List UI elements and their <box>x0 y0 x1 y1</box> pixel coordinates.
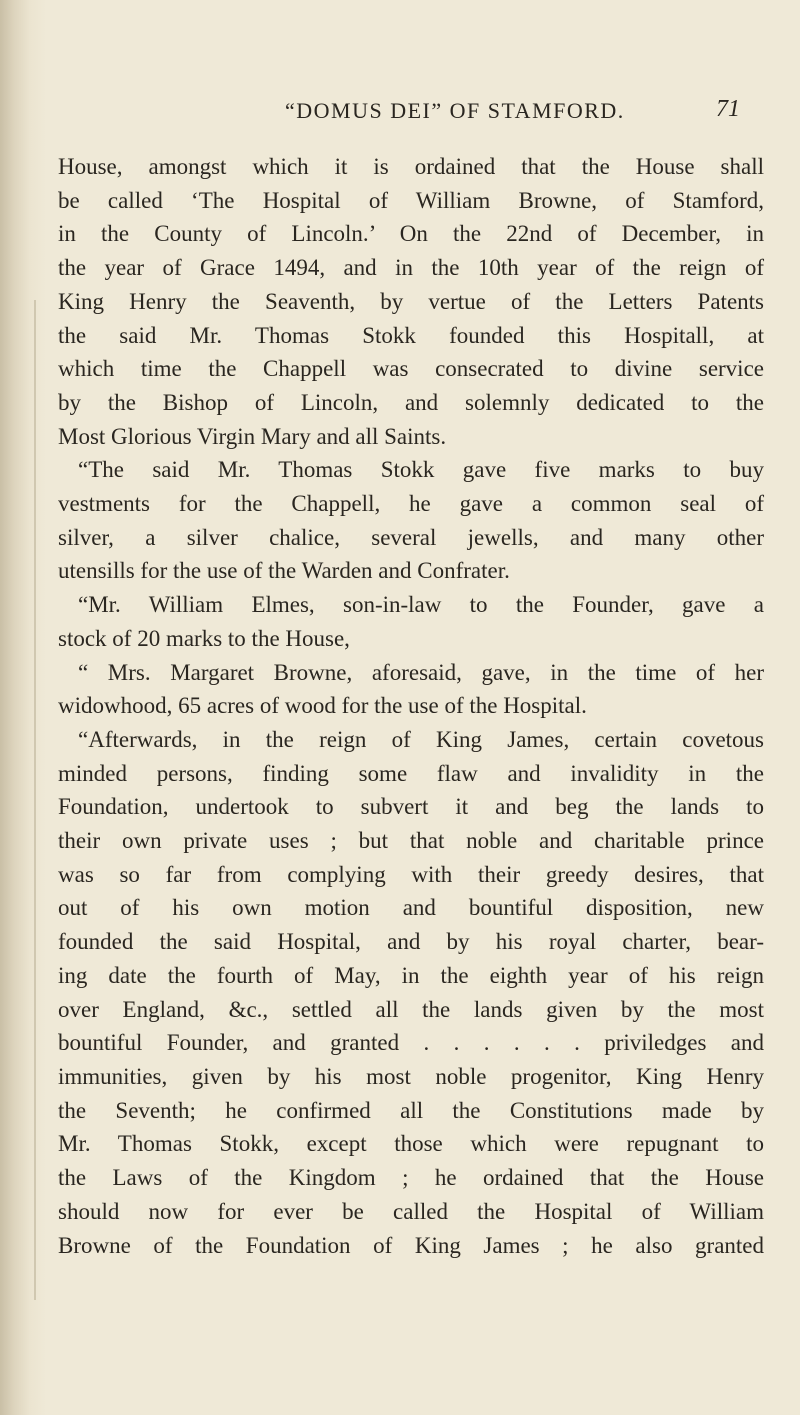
text-line: be called ‘The Hospital of William Browne, of Stamford, <box>58 187 764 213</box>
text-line: House, amongst which it is ordained that the House shall <box>58 154 764 179</box>
page-binding-shadow <box>0 0 46 1415</box>
text-line: minded persons, finding some flaw and invalidity in the <box>58 760 764 786</box>
text-line: founded the said Hospital, and by his royal charter, bear- <box>58 929 764 955</box>
text-line: should now for ever be called the Hospital of William <box>58 1198 764 1224</box>
text-line: out of his own motion and bountiful disposition, new <box>58 895 764 921</box>
binding-edge <box>34 300 36 1300</box>
text-line: King Henry the Seaventh, by vertue of the Letters Patents <box>58 288 764 314</box>
running-title: “DOMUS DEI” OF STAMFORD. <box>285 98 625 123</box>
text-line: over England, &c., settled all the lands given by the most <box>58 996 764 1022</box>
text-line: Mr. Thomas Stokk, except those which were repugnant to <box>58 1131 764 1157</box>
text-line: widowhood, 65 acres of wood for the use of the Hospital. <box>58 693 587 719</box>
text-line: utensills for the use of the Warden and Confrater. <box>58 558 510 584</box>
text-line: the said Mr. Thomas Stokk founded this Hospitall, at <box>58 322 764 348</box>
text-line: “The said Mr. Thomas Stokk gave five marks to buy <box>78 457 764 483</box>
text-line: the Seventh; he confirmed all the Constitutions made by <box>58 1097 764 1123</box>
text-line: bountiful Founder, and granted . . . . . . priviledges and <box>58 1030 764 1056</box>
text-line: the Laws of the Kingdom ; he ordained that the House <box>58 1165 764 1191</box>
text-line: stock of 20 marks to the House, <box>58 625 350 651</box>
text-line: Browne of the Foundation of King James ; he also granted <box>58 1232 764 1258</box>
running-header <box>285 98 740 134</box>
body-text <box>58 150 764 1262</box>
text-line: “Mr. William Elmes, son-in-law to the Founder, gave a <box>78 592 764 618</box>
text-line: which time the Chappell was consecrated to divine service <box>58 356 764 382</box>
text-line: Most Glorious Virgin Mary and all Saints. <box>58 423 447 449</box>
text-line: their own private uses ; but that noble and charitable prince <box>58 828 764 854</box>
text-line: ing date the fourth of May, in the eighth year of his reign <box>58 962 764 988</box>
text-line: immunities, given by his most noble progenitor, King Henry <box>58 1063 764 1089</box>
text-line: “ Mrs. Margaret Browne, aforesaid, gave, in the time of her <box>78 659 764 685</box>
text-line: “Afterwards, in the reign of King James, certain covetous <box>78 726 764 752</box>
text-line: the year of Grace 1494, and in the 10th year of the reign of <box>58 255 764 281</box>
text-line: Foundation, undertook to subvert it and beg the lands to <box>58 794 764 820</box>
text-line: vestments for the Chappell, he gave a common seal of <box>58 491 764 517</box>
page-number: 71 <box>716 96 740 122</box>
text-line: was so far from complying with their greedy desires, that <box>58 861 764 887</box>
text-line: in the County of Lincoln.’ On the 22nd of December, in <box>58 221 764 247</box>
text-line: silver, a silver chalice, several jewells, and many other <box>58 524 764 550</box>
text-line: by the Bishop of Lincoln, and solemnly dedicated to the <box>58 389 764 415</box>
